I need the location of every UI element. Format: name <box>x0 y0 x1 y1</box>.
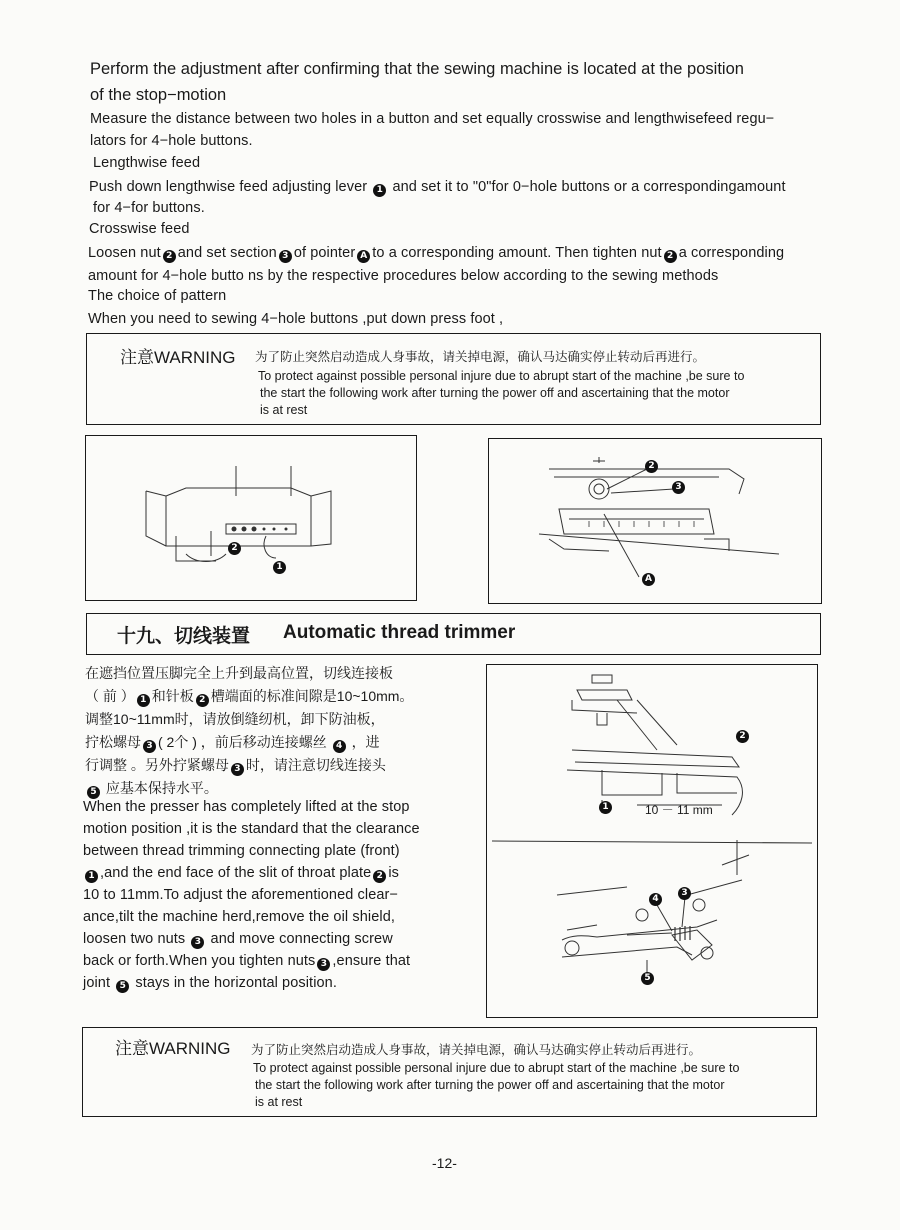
cn-line-1: 在遮挡位置压脚完全上升到最高位置，切线连接板 <box>85 665 393 681</box>
marker-2b: 2 <box>664 250 677 263</box>
en-l4b: is <box>388 865 399 881</box>
fig3-marker-1: 1 <box>599 801 612 814</box>
cn-marker-3: 3 <box>143 740 156 753</box>
en-l7a: loosen two nuts <box>83 931 186 947</box>
pattern-text: When you need to sewing 4−hole buttons ,put down press foot , <box>88 311 504 327</box>
cn-l2c: 槽端面的标准间隙是10~10mm。 <box>210 688 414 704</box>
cn-marker-2: 2 <box>196 694 209 707</box>
warning-title-top: 注意WARNING <box>120 348 236 367</box>
warning-en-2-bottom: the start the following work after turning the power off and ascertaining that the motor <box>255 1078 725 1092</box>
en-l9b: stays in the horizontal position. <box>135 975 337 991</box>
fig2-marker-3: 3 <box>672 481 685 494</box>
intro-line-1: Perform the adjustment after confirming that the sewing machine is located at the position <box>90 60 744 78</box>
section-title-cn: 十九、切线装置 <box>117 626 251 647</box>
warning-cn-top: 为了防止突然启动造成人身事故，请关掉电源，确认马达确实停止转动后再进行。 <box>255 350 706 364</box>
push-line-1 <box>89 179 786 197</box>
lengthwise-heading: Lengthwise feed <box>93 155 201 171</box>
trimmer-drawing <box>487 665 817 1017</box>
cn-l6: 应基本保持水平。 <box>105 780 218 796</box>
fig2-marker-2: 2 <box>645 460 658 473</box>
cn-line-2 <box>85 686 413 707</box>
fig1-marker-1: 1 <box>273 561 286 574</box>
cn-l4a: 拧松螺母 <box>85 734 141 750</box>
loosen-line-2: amount for 4−hole butto ns by the respective procedures below according to the sewing methods <box>88 268 719 284</box>
en-marker-3b: 3 <box>317 958 330 971</box>
en-l7b: and move connecting screw <box>210 931 393 947</box>
control-panel-drawing <box>86 436 416 600</box>
en-line-1: When the presser has completely lifted at the stop <box>83 799 410 815</box>
warning-en-1-bottom: To protect against possible personal injure due to abrupt start of the machine ,be sure to <box>253 1061 740 1075</box>
intro-line-2: of the stop−motion <box>90 86 227 104</box>
section-title-en: Automatic thread trimmer <box>283 622 516 643</box>
en-marker-2: 2 <box>373 870 386 883</box>
fig3-marker-5: 5 <box>641 972 654 985</box>
page-number: -12- <box>432 1155 457 1171</box>
figure-control-panel <box>85 435 417 601</box>
warning-en-3-bottom: is at rest <box>255 1095 303 1109</box>
cn-line-5 <box>85 755 386 776</box>
figure-trimmer <box>486 664 818 1018</box>
pattern-heading: The choice of pattern <box>88 288 227 304</box>
en-line-8 <box>83 953 410 971</box>
loosen-text-c: of pointer <box>293 245 356 261</box>
measure-line-1: Measure the distance between two holes in a button and set equally crosswise and lengthwisefeed regu− <box>90 111 775 127</box>
cn-marker-4: 4 <box>333 740 346 753</box>
warning-title-bottom: 注意WARNING <box>115 1039 231 1058</box>
warning-en-2-top: the start the following work after turning the power off and ascertaining that the motor <box>260 386 730 400</box>
fig3-marker-2: 2 <box>736 730 749 743</box>
fig3-marker-4: 4 <box>649 893 662 906</box>
cn-l2a: （ 前 ） <box>85 688 135 704</box>
push-text-b: and set it to "0"for 0−hole buttons or a correspondingamount <box>392 179 786 195</box>
fig3-marker-3: 3 <box>678 887 691 900</box>
loosen-text-b: and set section <box>177 245 277 261</box>
push-line-2: for 4−for buttons. <box>93 200 205 216</box>
cn-l4c: ，进 <box>351 734 380 750</box>
cn-line-6 <box>85 778 218 799</box>
figure-pointer <box>488 438 822 604</box>
cn-l5b: 时，请注意切线连接头 <box>245 757 386 773</box>
en-line-3: between thread trimming connecting plate (front) <box>83 843 400 859</box>
marker-3: 3 <box>279 250 292 263</box>
warning-cn-bottom: 为了防止突然启动造成人身事故，请关掉电源，确认马达确实停止转动后再进行。 <box>251 1043 702 1057</box>
loosen-text-a: Loosen nut <box>88 245 161 261</box>
warning-en-3-top: is at rest <box>260 403 308 417</box>
warning-en-1-top: To protect against possible personal injure due to abrupt start of the machine ,be sure to <box>258 369 745 383</box>
cn-l4b: ( 2个 ) ，前后移动连接螺丝 <box>158 734 327 750</box>
en-marker-1: 1 <box>85 870 98 883</box>
loosen-line-1 <box>88 245 784 263</box>
marker-1: 1 <box>373 184 386 197</box>
en-line-6: ance,tilt the machine herd,remove the oil shield, <box>83 909 395 925</box>
marker-A: A <box>357 250 370 263</box>
fig1-marker-2: 2 <box>228 542 241 555</box>
measure-line-2: lators for 4−hole buttons. <box>90 133 253 149</box>
en-l8a: back or forth.When you tighten nuts <box>83 953 316 969</box>
en-line-9 <box>83 975 337 993</box>
cn-marker-5: 5 <box>87 786 100 799</box>
crosswise-heading: Crosswise feed <box>89 221 190 237</box>
en-l9a: joint <box>83 975 111 991</box>
en-line-5: 10 to 11mm.To adjust the aforementioned clear− <box>83 887 399 903</box>
cn-marker-3b: 3 <box>231 763 244 776</box>
fig2-marker-A: A <box>642 573 655 586</box>
push-text-a: Push down lengthwise feed adjusting lever <box>89 179 368 195</box>
en-line-2: motion position ,it is the standard that the clearance <box>83 821 420 837</box>
loosen-text-d: to a corresponding amount. Then tighten nut <box>372 245 662 261</box>
en-line-4 <box>83 865 399 883</box>
en-marker-5: 5 <box>116 980 129 993</box>
cn-l2b: 和针板 <box>151 688 194 704</box>
en-marker-3: 3 <box>191 936 204 949</box>
en-l8b: ,ensure that <box>332 953 411 969</box>
cn-line-4 <box>85 732 380 753</box>
cn-marker-1: 1 <box>137 694 150 707</box>
cn-line-3: 调整10~11mm时，请放倒缝纫机，卸下防油板， <box>85 711 385 727</box>
cn-l5a: 行调整 。另外拧紧螺母 <box>85 757 229 773</box>
en-l4a: ,and the end face of the slit of throat plate <box>100 865 372 881</box>
en-line-7 <box>83 931 393 949</box>
loosen-text-e: a corresponding <box>678 245 785 261</box>
marker-2: 2 <box>163 250 176 263</box>
dimension-label: 10 － 11 mm <box>645 803 713 817</box>
